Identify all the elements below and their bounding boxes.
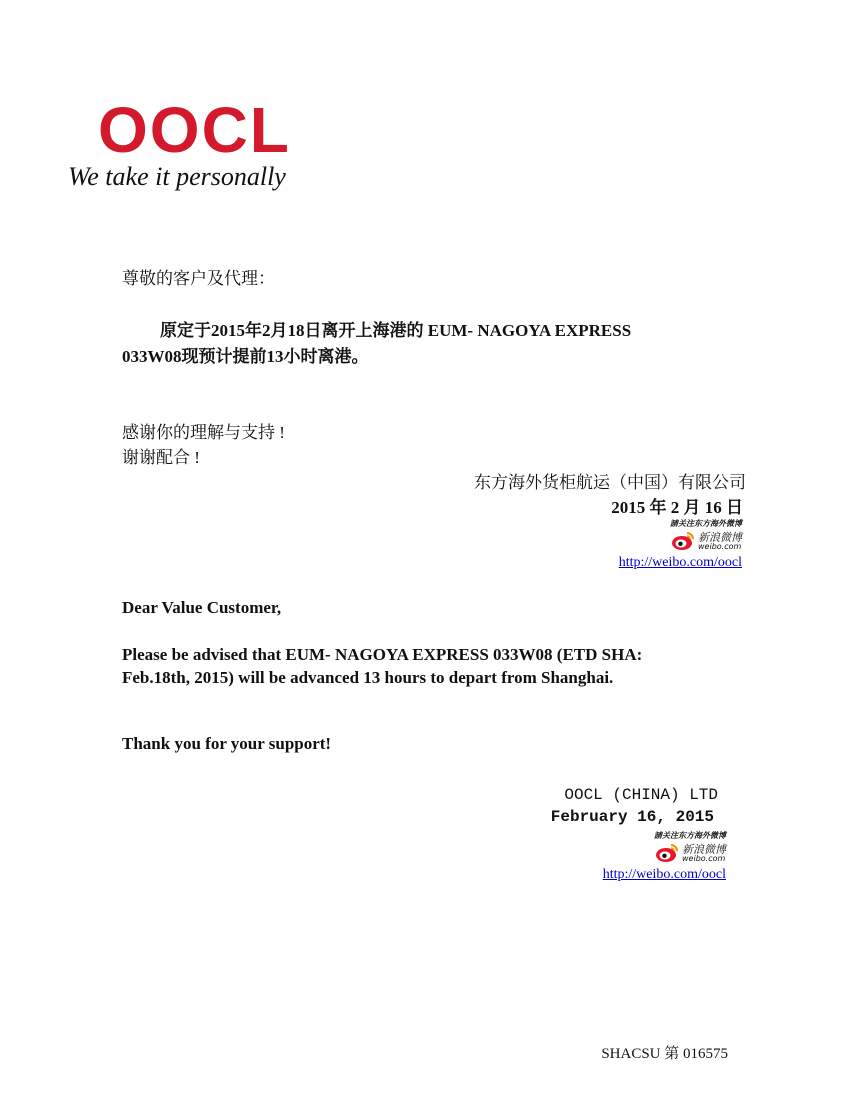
logo-tagline: We take it personally — [68, 162, 286, 191]
cn-greeting: 尊敬的客户及代理： — [122, 269, 275, 288]
logo-wordmark: OOCL — [98, 94, 291, 166]
reference-number: SHACSU 第 016575 — [601, 1046, 728, 1062]
en-greeting: Dear Value Customer, — [122, 598, 282, 617]
cn-thanks-line2: 谢谢配合 ! — [122, 448, 200, 467]
cn-thanks-line1: 感谢你的理解与支持 ! — [122, 423, 285, 442]
cn-body-line2: 033W08现预计提前13小时离港。 — [122, 347, 369, 366]
weibo-brand-domain: weibo.com — [682, 853, 726, 863]
weibo-eye-icon — [671, 531, 695, 551]
weibo-link[interactable]: http://weibo.com/oocl — [618, 555, 742, 570]
weibo-logo — [576, 843, 726, 863]
weibo-follow-text: 請关注东方海外微博 — [670, 519, 742, 528]
en-body-line1: Please be advised that EUM- NAGOYA EXPRESS 033W08 (ETD SHA: — [122, 645, 643, 664]
cn-body-line1: 原定于2015年2月18日离开上海港的 EUM- NAGOYA EXPRESS — [160, 321, 632, 340]
cn-company: 东方海外货柜航运（中国）有限公司 — [474, 473, 746, 492]
en-date: February 16, 2015 — [550, 808, 714, 826]
weibo-brand-name: 新浪微博 — [698, 530, 742, 544]
weibo-brand-domain: weibo.com — [698, 541, 742, 551]
en-company: OOCL (CHINA) LTD — [564, 786, 718, 804]
weibo-follow-text: 請关注东方海外微博 — [654, 831, 726, 840]
weibo-eye-icon — [655, 843, 679, 863]
weibo-logo — [592, 531, 742, 551]
weibo-brand-name: 新浪微博 — [682, 842, 726, 856]
weibo-block-cn — [592, 518, 742, 571]
weibo-link[interactable]: http://weibo.com/oocl — [602, 867, 726, 882]
en-thanks: Thank you for your support! — [122, 734, 332, 753]
weibo-block-en — [576, 830, 726, 883]
en-body-line2: Feb.18th, 2015) will be advanced 13 hours to depart from Shanghai. — [122, 668, 614, 687]
cn-date: 2015 年 2 月 16 日 — [611, 498, 743, 517]
